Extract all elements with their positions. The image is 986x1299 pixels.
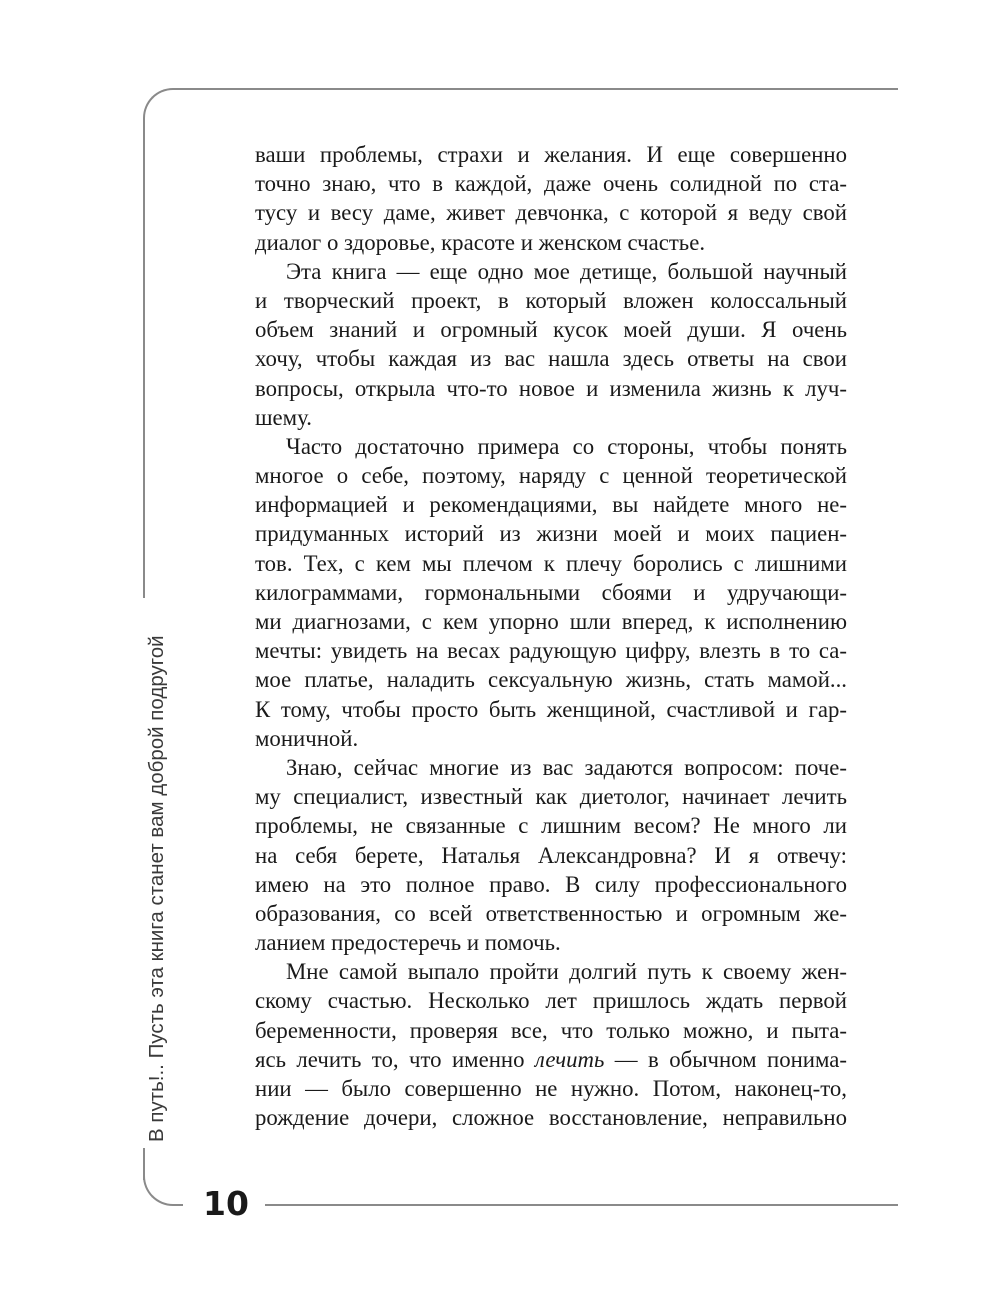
text-line: нии — было совершенно не нужно. Потом, наконец-то,: [255, 1076, 847, 1101]
text-line: и творческий проект, в который вложен колоссальный: [255, 287, 847, 313]
body-text: [255, 140, 847, 1132]
text-line: точно знаю, что в каждой, даже очень солидной по ста-: [255, 171, 847, 197]
frame-top-rule: [178, 88, 898, 90]
text-line: ланием предостеречь и помочь.: [255, 930, 561, 956]
text-line: Знаю, сейчас многие из вас задаются вопросом: поче-: [286, 754, 847, 780]
frame-left-rule-upper: [143, 120, 145, 598]
text-line: тусу и весу даме, живет девчонка, с которой я веду свой: [255, 200, 847, 226]
text-line: хочу, чтобы каждая из вас нашла здесь ответы на свои: [255, 346, 847, 372]
text-line: ваши проблемы, страхи и желания. И еще совершенно: [255, 142, 847, 167]
text-line: образования, со всей ответственностью и огромным же-: [255, 900, 847, 926]
text-line: К тому, чтобы просто быть женщиной, счастливой и гар-: [255, 696, 847, 722]
text-line: ясь лечить то, что именно лечить — в обычном понима-: [255, 1046, 847, 1072]
text-line: вопросы, открыла что-то новое и изменила жизнь к луч-: [255, 375, 847, 401]
frame-top-corner: [143, 88, 180, 125]
text-line: на себя берете, Наталья Александровна? И я отвечу:: [255, 842, 847, 868]
text-line: ми диагнозами, с кем упорно шли вперед, к исполнению: [255, 609, 847, 634]
text-line: диалог о здоровье, красоте и женском счастье.: [255, 229, 706, 255]
frame-bottom-corner: [143, 1168, 183, 1206]
text-line: Мне самой выпало пройти долгий путь к своему жен-: [286, 959, 847, 985]
text-line: имею на это полное право. В силу профессионального: [255, 871, 847, 897]
text-line: Часто достаточно примера со стороны, чтобы понять: [286, 433, 847, 459]
paragraph: [255, 432, 847, 753]
emphasis: лечить: [534, 1046, 605, 1072]
text-line: информацией и рекомендациями, вы найдете много не-: [255, 492, 847, 518]
text-line: моничной.: [255, 725, 359, 751]
text-line: килограммами, гормональными сбоями и удручающи-: [255, 579, 847, 605]
text-line: придуманных историй из жизни моей и моих пациен-: [255, 521, 847, 547]
text-line: скому счастью. Несколько лет пришлось ждать первой: [255, 988, 847, 1014]
page-number: 10: [203, 1184, 249, 1223]
text-line: проблемы, не связанные с лишним весом? Не много ли: [255, 813, 847, 839]
text-line: рождение дочери, сложное восстановление, неправильно: [255, 1105, 847, 1131]
text-line: многое о себе, поэтому, наряду с ценной теоретической: [255, 463, 847, 489]
paragraph: [255, 257, 847, 432]
frame-bottom-rule: [265, 1204, 898, 1206]
paragraph: [255, 753, 847, 957]
text-line: беременности, проверяя все, что только можно, и пыта-: [255, 1017, 847, 1043]
running-head: В путь!.. Пусть эта книга станет вам доброй подругой: [143, 601, 171, 1146]
text-line: объем знаний и огромный кусок моей души. Я очень: [255, 317, 847, 343]
text-line: мое платье, наладить сексуальную жизнь, стать мамой...: [255, 667, 847, 693]
text-line: Эта книга — еще одно мое детище, большой научный: [286, 258, 847, 284]
text-line: шему.: [255, 404, 312, 430]
paragraph: [255, 957, 847, 1132]
text-line: мечты: увидеть на весах радующую цифру, влезть в то са-: [255, 638, 847, 664]
paragraph: [255, 140, 847, 257]
text-line: тов. Тех, с кем мы плечом к плечу боролись с лишними: [255, 550, 847, 576]
text-line: му специалист, известный как диетолог, начинает лечить: [255, 784, 847, 810]
